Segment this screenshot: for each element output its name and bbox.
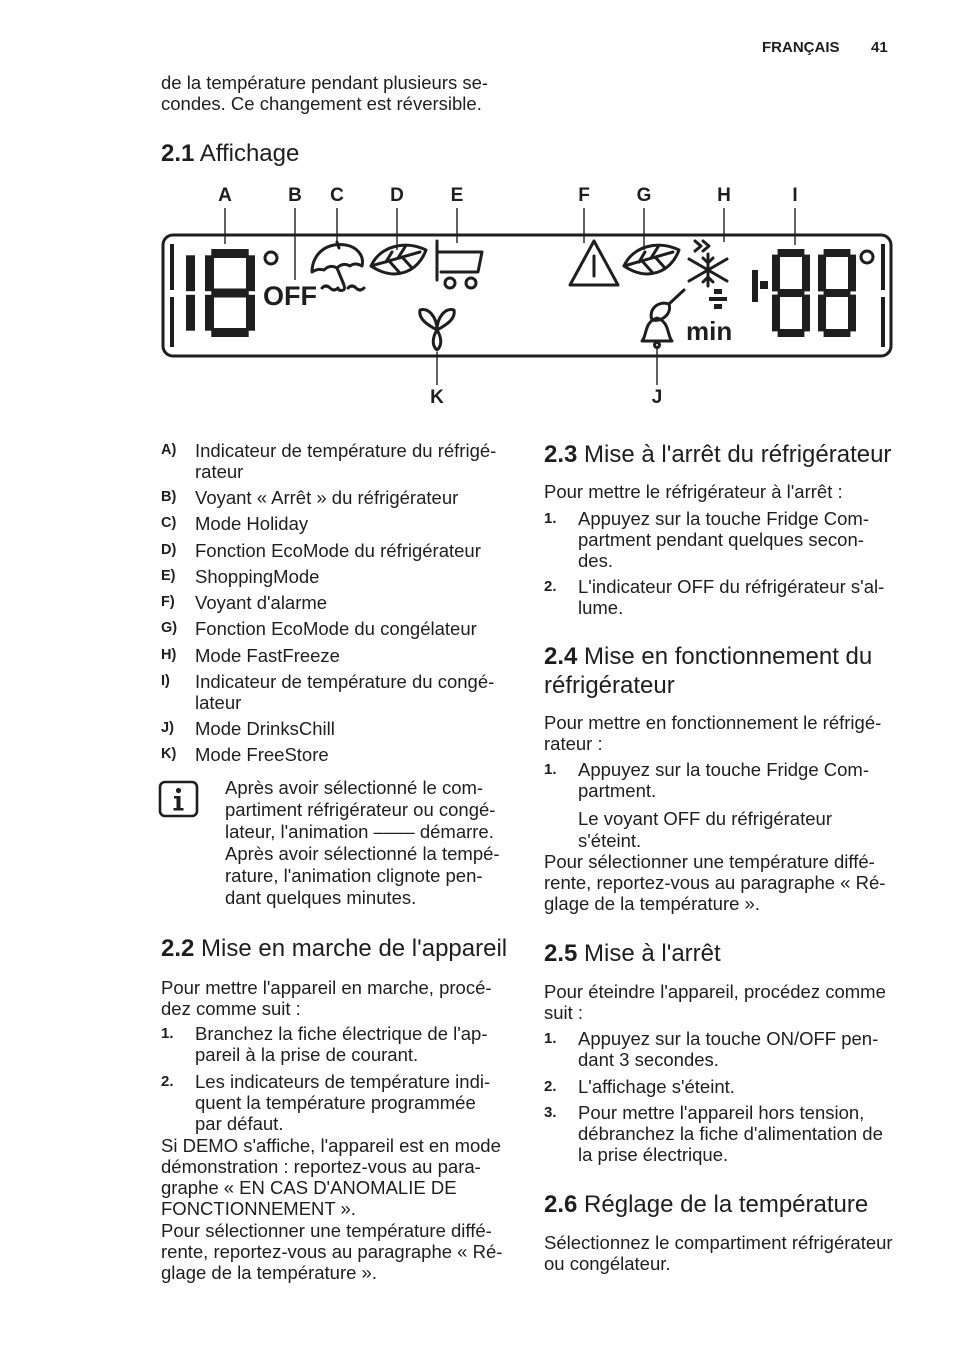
lcd-segment	[824, 329, 851, 337]
section-title: Réglage de la température	[584, 1191, 869, 1218]
legend-key: A)	[161, 442, 177, 458]
legend-key: K)	[161, 746, 177, 762]
lcd-segment	[778, 289, 805, 297]
step-number: 2.	[544, 578, 557, 595]
legend-item	[161, 618, 511, 639]
info-note-text: Après avoir sélectionné le com- partiment réfrigérateur ou congé- lateur, l'animation –––– démarre. Après avoir sélectionné la tempé- rature, l'animation clignote pen- dant quelques minutes.	[225, 777, 500, 908]
legend-text: Mode Holiday	[195, 513, 309, 534]
section-title: Mise à l'arrêt du réfrigérateur	[584, 441, 892, 468]
lcd-segment	[802, 295, 810, 332]
legend-item	[161, 718, 511, 739]
step-number: 2.	[161, 1073, 174, 1090]
section-number: 2.4	[544, 643, 578, 670]
section-number: 2.2	[161, 935, 195, 962]
callout-a: A	[218, 185, 232, 206]
info-icon	[157, 779, 201, 819]
legend-key: C)	[161, 515, 177, 531]
legend-key: F)	[161, 594, 175, 610]
legend-text: Mode FreeStore	[195, 744, 329, 765]
lcd-segment	[205, 295, 214, 331]
callout-c: C	[330, 185, 344, 206]
section-intro: Sélectionnez le compartiment réfrigérateur ou congélateur.	[544, 1232, 893, 1274]
intro-paragraph: de la température pendant plusieurs se- condes. Ce changement est réversible.	[161, 72, 489, 114]
section-2-2-heading	[161, 934, 507, 963]
legend-key: B)	[161, 489, 177, 505]
section-number: 2.5	[544, 940, 578, 967]
lcd-segment	[709, 297, 727, 301]
callout-g: G	[636, 185, 652, 206]
callout-f: F	[578, 185, 590, 206]
section-2-5-heading	[544, 939, 721, 968]
section-2-6-heading	[544, 1190, 868, 1219]
page-number: 41	[871, 39, 888, 56]
temperature-note: Pour sélectionner une température diffé- rente, reportez-vous au paragraphe « Ré- glage de la température ».	[544, 851, 886, 914]
legend-item	[161, 566, 511, 587]
off-indicator: OFF	[263, 281, 317, 311]
callout-h: H	[717, 185, 731, 206]
legend-item	[161, 440, 511, 482]
legend-text: Indicateur de température du réfrigé- rateur	[195, 440, 497, 482]
legend-text: Mode FastFreeze	[195, 645, 340, 666]
legend-text: Fonction EcoMode du congélateur	[195, 618, 477, 639]
control-panel-display-diagram	[0, 0, 954, 420]
legend-item	[161, 487, 511, 508]
lcd-segment	[211, 289, 248, 298]
lcd-segment	[752, 270, 758, 302]
legend-text: Indicateur de température du congé- lateur	[195, 671, 495, 713]
lcd-segment	[772, 255, 780, 292]
step-number: 1.	[544, 1030, 557, 1047]
callout-d: D	[390, 185, 404, 206]
step-text: Appuyez sur la touche Fridge Com- partment.	[578, 759, 869, 801]
left-edge-bar	[170, 244, 174, 290]
lcd-segment	[714, 304, 722, 309]
lcd-segment	[824, 249, 851, 257]
lcd-segment	[246, 295, 255, 331]
step-item	[544, 1076, 900, 1097]
lcd-segment	[818, 295, 826, 332]
legend-key: J)	[161, 720, 174, 736]
step-text: Les indicateurs de température indi- quent la température programmée par défaut.	[195, 1071, 491, 1134]
step-number: 3.	[544, 1104, 557, 1121]
section-intro: Pour mettre en fonctionnement le réfrigé- rateur :	[544, 712, 882, 754]
lcd-segment	[818, 255, 826, 292]
left-edge-bar	[170, 297, 174, 347]
lcd-segment	[714, 289, 722, 294]
section-number: 2.6	[544, 1191, 578, 1218]
lcd-segment	[186, 295, 195, 331]
right-edge-bar	[881, 244, 885, 290]
lcd-segment	[760, 281, 768, 289]
step-item	[544, 508, 900, 571]
lcd-segment	[246, 255, 255, 291]
legend-text: Voyant d'alarme	[195, 592, 328, 613]
legend-item	[161, 671, 511, 713]
header-language: FRANÇAIS	[762, 39, 840, 56]
section-title: Affichage	[199, 140, 300, 167]
step-text: L'indicateur OFF du réfrigérateur s'al- lume.	[578, 576, 885, 618]
section-title: Mise à l'arrêt	[584, 940, 721, 967]
min-indicator: min	[686, 316, 733, 346]
step-number: 1.	[161, 1025, 174, 1042]
step-text: L'affichage s'éteint.	[578, 1076, 735, 1097]
step-text: Branchez la fiche électrique de l'ap- pareil à la prise de courant.	[195, 1023, 488, 1065]
lcd-segment	[772, 295, 780, 332]
legend-text: Voyant « Arrêt » du réfrigérateur	[195, 487, 459, 508]
step-item	[544, 576, 900, 618]
section-intro: Pour éteindre l'appareil, procédez comme suit :	[544, 981, 886, 1023]
lcd-segment	[778, 249, 805, 257]
lcd-segment	[211, 249, 248, 258]
legend-item	[161, 744, 511, 765]
callout-b: B	[288, 185, 302, 206]
legend-key: H)	[161, 647, 177, 663]
section-title: Mise en marche de l'appareil	[201, 935, 508, 962]
step-item	[544, 1102, 900, 1165]
lcd-segment	[778, 329, 805, 337]
step-item	[161, 1023, 517, 1065]
section-intro: Pour mettre le réfrigérateur à l'arrêt :	[544, 481, 843, 502]
callout-i: I	[792, 185, 798, 206]
lcd-segment	[824, 289, 851, 297]
legend-item	[161, 592, 511, 613]
section-intro: Pour mettre l'appareil en marche, procé- dez comme suit :	[161, 977, 492, 1019]
lcd-segment	[211, 328, 248, 337]
step-item	[161, 1071, 517, 1134]
section-title: Mise en fonctionnement du réfrigérateur	[544, 643, 873, 699]
legend-key: G)	[161, 620, 178, 636]
step-result: Le voyant OFF du réfrigérateur s'éteint.	[578, 808, 832, 851]
section-2-4-heading	[544, 642, 872, 700]
right-edge-bar	[881, 297, 885, 347]
lcd-segment	[205, 255, 214, 291]
step-item	[544, 759, 900, 801]
section-number: 2.3	[544, 441, 578, 468]
step-number: 1.	[544, 761, 557, 778]
callout-e: E	[450, 185, 464, 206]
section-2-3-heading	[544, 440, 891, 469]
lcd-segment	[848, 255, 856, 292]
demo-note: Si DEMO s'affiche, l'appareil est en mode démonstration : reportez-vous au para- graphe « EN CAS D'ANOMALIE DE FONCTIONNEMENT ».	[161, 1135, 501, 1219]
legend-text: Mode DrinksChill	[195, 718, 335, 739]
step-number: 1.	[544, 510, 557, 527]
callout-j: J	[651, 387, 663, 408]
lcd-segment	[186, 255, 195, 291]
legend-text: ShoppingMode	[195, 566, 320, 587]
step-text: Appuyez sur la touche Fridge Com- partment pendant quelques secon- des.	[578, 508, 869, 571]
section-number: 2.1	[161, 140, 195, 167]
step-number: 2.	[544, 1078, 557, 1095]
legend-item	[161, 645, 511, 666]
callout-k: K	[430, 387, 444, 408]
legend-key: I)	[161, 673, 170, 689]
legend-key: D)	[161, 542, 177, 558]
step-text: Appuyez sur la touche ON/OFF pen- dant 3 secondes.	[578, 1028, 879, 1070]
temperature-note: Pour sélectionner une température diffé- rente, reportez-vous au paragraphe « Ré- glage de la température ».	[161, 1220, 503, 1283]
legend-text: Fonction EcoMode du réfrigérateur	[195, 540, 481, 561]
legend-item	[161, 513, 511, 534]
legend-item	[161, 540, 511, 561]
legend-key: E)	[161, 568, 176, 584]
step-text: Pour mettre l'appareil hors tension, débranchez la fiche d'alimentation de la prise électrique.	[578, 1102, 883, 1165]
lcd-segment	[848, 295, 856, 332]
step-item	[544, 1028, 900, 1070]
lcd-segment	[802, 255, 810, 292]
